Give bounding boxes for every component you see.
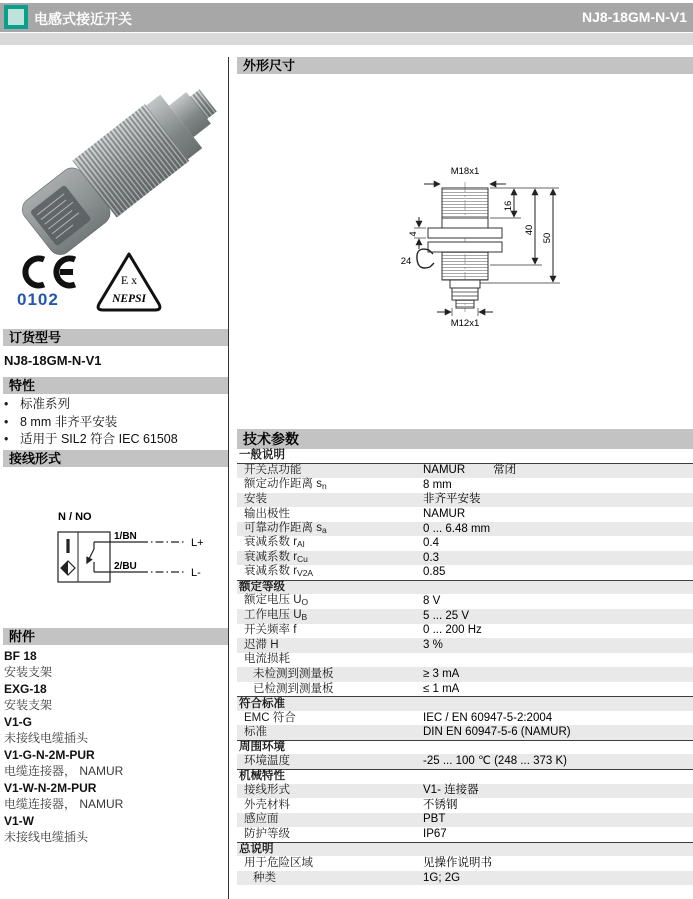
tech-data-row	[237, 798, 693, 813]
section-dimensions: 外形尺寸	[237, 57, 693, 74]
tech-label: 周围环境	[239, 741, 285, 754]
page-title: 电感式接近开关	[34, 11, 132, 27]
model-number: NJ8-18GM-N-V1	[581, 9, 687, 25]
brand-icon	[4, 5, 28, 29]
dim-40: 40	[524, 224, 535, 236]
tech-data-row	[237, 856, 693, 871]
tech-label: EMC 符合	[244, 711, 296, 724]
switch-symbol	[87, 542, 94, 572]
section-tech-params: 技术参数	[237, 429, 693, 449]
dim-thread-top: M18x1	[450, 166, 480, 177]
section-order-code: 订货型号	[3, 329, 228, 346]
tech-label: 输出极性	[244, 507, 290, 520]
tech-label: 标准	[244, 726, 267, 739]
tech-value: 0 ... 200 Hz	[423, 624, 482, 637]
tech-label: 迟滞 H	[244, 638, 279, 651]
tech-label: 感应面	[244, 813, 279, 826]
accessory-desc: 未接线电缆插头	[4, 830, 89, 844]
tech-value: 0.3	[423, 551, 439, 564]
tech-section-row	[237, 769, 693, 784]
tech-value: 8 V	[423, 595, 441, 608]
nepsi-ex-label: E x	[120, 273, 138, 287]
dim-4: 4	[408, 231, 419, 237]
tech-value: NAMUR	[423, 507, 466, 520]
tech-label: 可靠动作距离 $s_a$	[244, 521, 327, 535]
tech-data-row	[237, 725, 693, 740]
wire-plus-label: L+	[191, 537, 204, 549]
tech-data-row	[237, 813, 693, 828]
tech-data-row	[237, 522, 693, 537]
section-connection: 接线形式	[3, 450, 228, 467]
tech-data-row	[237, 609, 693, 624]
tech-label: 环境温度	[244, 755, 290, 768]
tech-value: 1G; 2G	[423, 871, 461, 884]
tech-section-row	[237, 696, 693, 711]
tech-label: 未检测到测量板	[253, 667, 334, 680]
features-list	[4, 396, 226, 449]
dim-50: 50	[542, 232, 553, 244]
accessory-code: V1-W-N-2M-PUR	[4, 781, 97, 795]
accessory-code: V1-G-N-2M-PUR	[4, 748, 95, 762]
tech-label: 用于危险区域	[244, 857, 313, 870]
tech-data-row	[237, 594, 693, 609]
tech-label: 安装	[244, 493, 267, 506]
tech-label: 衰减系数 $r_{V2A}$	[244, 565, 314, 579]
dim-thread-bottom: M12x1	[450, 318, 480, 329]
dim-16: 16	[503, 200, 514, 212]
tech-value: V1- 连接器	[423, 784, 479, 797]
tech-label: 一般说明	[239, 449, 285, 462]
tech-data-row	[237, 624, 693, 639]
section-accessories: 附件	[3, 628, 228, 645]
feature-item: • 适用于 SIL2 符合 IEC 61508	[4, 431, 226, 449]
wrench-icon	[417, 249, 434, 268]
accessory-item	[4, 649, 226, 680]
tech-value: ≤ 1 mA	[423, 682, 460, 695]
accessory-code: EXG-18	[4, 682, 47, 696]
tech-data-row	[237, 478, 693, 493]
accessories-list	[4, 649, 226, 847]
wiring-diagram	[28, 506, 223, 606]
tech-label: 外壳材料	[244, 798, 290, 811]
accessory-item	[4, 781, 226, 812]
tech-value: 0.85	[423, 566, 446, 579]
tech-value: 8 mm	[423, 478, 452, 491]
accessory-code: BF 18	[4, 649, 37, 663]
tech-label: 种类	[253, 871, 276, 884]
wire2-label: 2/BU	[114, 561, 137, 572]
subheader-strip	[0, 33, 693, 45]
bullet-icon: •	[4, 414, 9, 429]
tech-section-row	[237, 580, 693, 595]
tech-label: 衰减系数 $r_{Al}$	[244, 536, 305, 550]
accessory-code: V1-W	[4, 814, 34, 828]
tech-data-row	[237, 667, 693, 682]
ce-mark-icon	[16, 255, 80, 289]
tech-data-row	[237, 871, 693, 886]
tech-label: 额定动作距离 $s_n$	[244, 477, 327, 491]
nepsi-ex-icon	[93, 250, 165, 314]
tech-value: -25 ... 100 ℃ (248 ... 373 K)	[423, 755, 567, 768]
tech-data-row	[237, 551, 693, 566]
tech-value: 0.4	[423, 537, 439, 550]
tech-value: 5 ... 25 V	[423, 609, 470, 622]
tech-data-row	[237, 682, 693, 697]
wire1-label: 1/BN	[114, 531, 137, 542]
feature-item: • 标准系列	[4, 396, 226, 414]
tech-data-row	[237, 653, 693, 668]
tech-value: IP67	[423, 827, 447, 840]
tech-label: 防护等级	[244, 827, 290, 840]
accessory-item	[4, 814, 226, 845]
tech-value: ≥ 3 mA	[423, 667, 460, 680]
accessory-desc: 安装支架	[4, 698, 53, 712]
inductive-symbol	[61, 561, 75, 575]
title-bar	[0, 3, 693, 32]
tech-data-row	[237, 464, 693, 479]
tech-value: IEC / EN 60947-5-2:2004	[423, 711, 553, 724]
tech-label: 已检测到测量板	[253, 682, 334, 695]
bullet-icon: •	[4, 397, 9, 411]
wire-minus-label: L-	[191, 567, 201, 579]
tech-value: PBT	[423, 813, 446, 826]
tech-data-row	[237, 711, 693, 726]
tech-value: 0 ... 6.48 mm	[423, 522, 491, 535]
accessory-code: V1-G	[4, 715, 33, 729]
tech-label: 总说明	[239, 843, 274, 856]
tech-data-row	[237, 638, 693, 653]
column-divider	[228, 57, 229, 899]
accessory-item	[4, 682, 226, 713]
tech-data-row	[237, 565, 693, 580]
order-code-value: NJ8-18GM-N-V1	[4, 353, 102, 368]
ce-notified-body-number: 0102	[17, 290, 59, 309]
accessory-item	[4, 748, 226, 779]
tech-value: DIN EN 60947-5-6 (NAMUR)	[423, 726, 571, 739]
sensor-body	[22, 72, 217, 262]
nepsi-name-label: NEPSI	[112, 293, 146, 305]
tech-section-row	[237, 449, 693, 464]
tech-label: 衰减系数 $r_{Cu}$	[244, 550, 308, 564]
tech-section-row	[237, 842, 693, 857]
tech-section-row	[237, 740, 693, 755]
tech-value: 见操作说明书	[423, 857, 492, 870]
tech-data-row	[237, 493, 693, 508]
tech-label: 机械特性	[239, 770, 285, 783]
tech-data-row	[237, 536, 693, 551]
tech-data-row	[237, 507, 693, 522]
dim-24: 24	[400, 256, 412, 267]
tech-data-row	[237, 754, 693, 769]
tech-data-row	[237, 784, 693, 799]
feature-item: • 8 mm 非齐平安装	[4, 414, 226, 432]
tech-label: 额定电压 $U_O$	[244, 594, 309, 608]
tech-label: 额定等级	[239, 581, 285, 594]
tech-label: 接线形式	[244, 784, 290, 797]
accessory-desc: 电缆连接器， NAMUR	[4, 764, 124, 778]
tech-label: 开关频率 f	[244, 624, 297, 637]
tech-label: 工作电压 $U_B$	[244, 608, 308, 622]
tech-label: 开关点功能	[244, 464, 302, 477]
sensor-outline	[428, 188, 502, 308]
tech-table	[237, 449, 693, 885]
accessory-desc: 未接线电缆插头	[4, 731, 89, 745]
accessory-desc: 安装支架	[4, 665, 53, 679]
tech-label: 电流损耗	[244, 653, 290, 666]
tech-value: 非齐平安装	[423, 493, 481, 506]
accessory-item	[4, 715, 226, 746]
tech-label: 符合标准	[239, 697, 285, 710]
section-features: 特性	[3, 377, 228, 394]
tech-data-row	[237, 827, 693, 842]
wiring-type-label: N / NO	[58, 511, 92, 523]
tech-value: 3 %	[423, 638, 443, 651]
tech-value: 不锈钢	[423, 798, 458, 811]
dimension-drawing	[392, 158, 622, 330]
accessory-desc: 电缆连接器， NAMUR	[4, 797, 124, 811]
tech-value: NAMUR 常闭	[423, 464, 517, 477]
bullet-icon: •	[4, 432, 9, 446]
